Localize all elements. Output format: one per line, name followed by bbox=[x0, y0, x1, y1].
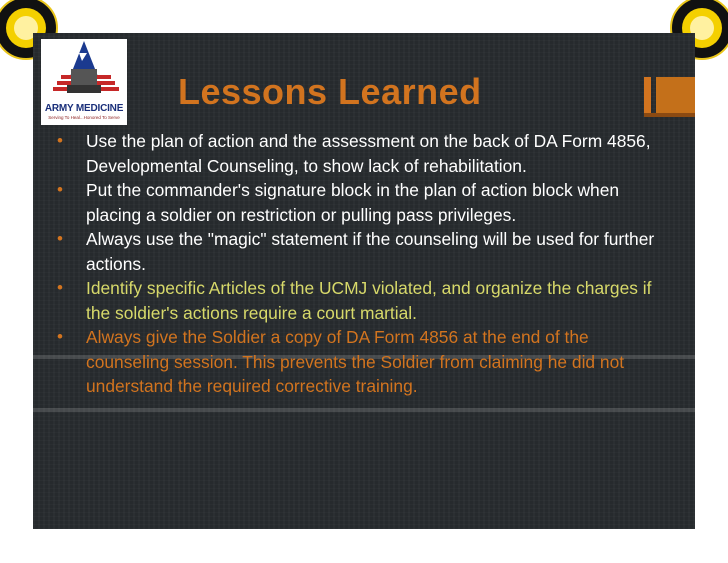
bullet-list bbox=[53, 129, 673, 399]
title-decoration-block bbox=[656, 77, 695, 113]
bullet-item bbox=[53, 227, 673, 276]
bullet-text: Put the commander's signature block in the plan of action block when placing a soldier on restriction or pulling pass privileges. bbox=[86, 180, 620, 225]
bullet-item bbox=[53, 276, 673, 325]
bullet-text: Identify specific Articles of the UCMJ violated, and organize the charges if the soldier's actions require a court martial. bbox=[86, 278, 652, 323]
bullet-text: Always use the "magic" statement if the counseling will be used for further actions. bbox=[86, 229, 655, 274]
bullet-text: Always give the Soldier a copy of DA Form 4856 at the end of the counseling session. This prevents the Soldier from claiming he did not understand the required corrective training. bbox=[86, 327, 625, 396]
bullet-dot: • bbox=[57, 131, 63, 150]
bullet-text: Use the plan of action and the assessment on the back of DA Form 4856, Developmental Counseling, to show lack of rehabilitation. bbox=[86, 131, 651, 176]
bullet-item bbox=[53, 129, 673, 178]
army-medicine-logo bbox=[41, 39, 127, 125]
slide bbox=[33, 33, 695, 529]
bullet-dot: • bbox=[57, 229, 63, 248]
bullet-item bbox=[53, 178, 673, 227]
logo-tagline: Serving To Heal...Honored To Serve bbox=[48, 115, 120, 120]
slide-title: Lessons Learned bbox=[178, 71, 482, 112]
logo-wordmark: ARMY MEDICINE bbox=[44, 103, 124, 114]
bullet-dot: • bbox=[57, 278, 63, 297]
divider-band bbox=[33, 408, 695, 412]
title-decoration-bar bbox=[644, 77, 651, 113]
bullet-dot: • bbox=[57, 180, 63, 199]
bullet-item bbox=[53, 325, 673, 399]
title-decoration-underline bbox=[644, 113, 695, 117]
bullet-dot: • bbox=[57, 327, 63, 346]
